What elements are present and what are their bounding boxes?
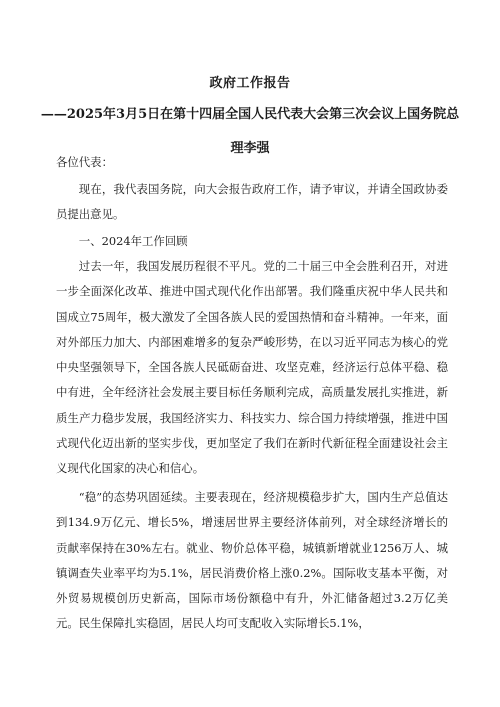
section-heading: 一、2024年工作回顾: [78, 234, 188, 248]
review-paragraph: 过去一年，我国发展历程很不平凡。党的二十届三中全会胜利召开，对进一步全面深化改革、推进中国式现代化作出部署。我们隆重庆祝中华人民共和国成立75周年，极大激发了全国各族人民的爱国热情和奋斗精神。一年来，面对外部压力加大、内部困难增多的复杂严峻形势，在以习近平同志为核心的党中央坚强领导下，全国各族人民砥砺奋进、攻坚克难，经济运行总体平稳、稳中有进，全年经济社会发展主要目标任务顺利完成，高质量发展扎实推进，新质生产力稳步发展，我国经济实力、科技实力、综合国力持续增强，推进中国式现代化迈出新的坚实步伐，更加坚定了我们在新时代新征程全面建设社会主义现代化国家的决心和信心。: [56, 259, 448, 476]
stable-paragraph: “稳”的态势巩固延续。主要表现在，经济规模稳步扩大，国内生产总值达到134.9万亿元、增长5%，增速居世界主要经济体前列，对全球经济增长的贡献率保持在30%左右。就业、物价总体平稳，城镇新增就业1256万人、城镇调查失业率平均为5.1%，居民消费价格上涨0.2%。国际收支基本平衡，对外贸易规模创历史新高，国际市场份额稳中有升，外汇储备超过3.2万亿美元。民生保障扎实稳固，居民人均可支配收入实际增长5.1%，: [56, 490, 448, 631]
intro-paragraph: 现在，我代表国务院，向大会报告政府工作，请予审议，并请全国政协委员提出意见。: [56, 182, 448, 222]
greeting: 各位代表：: [56, 155, 113, 169]
document-subtitle-line2: 理李强: [230, 141, 270, 156]
document-title: 政府工作报告: [209, 76, 291, 91]
document-subtitle-line1: ——2025年3月5日在第十四届全国人民代表大会第三次会议上国务院总: [40, 107, 460, 122]
